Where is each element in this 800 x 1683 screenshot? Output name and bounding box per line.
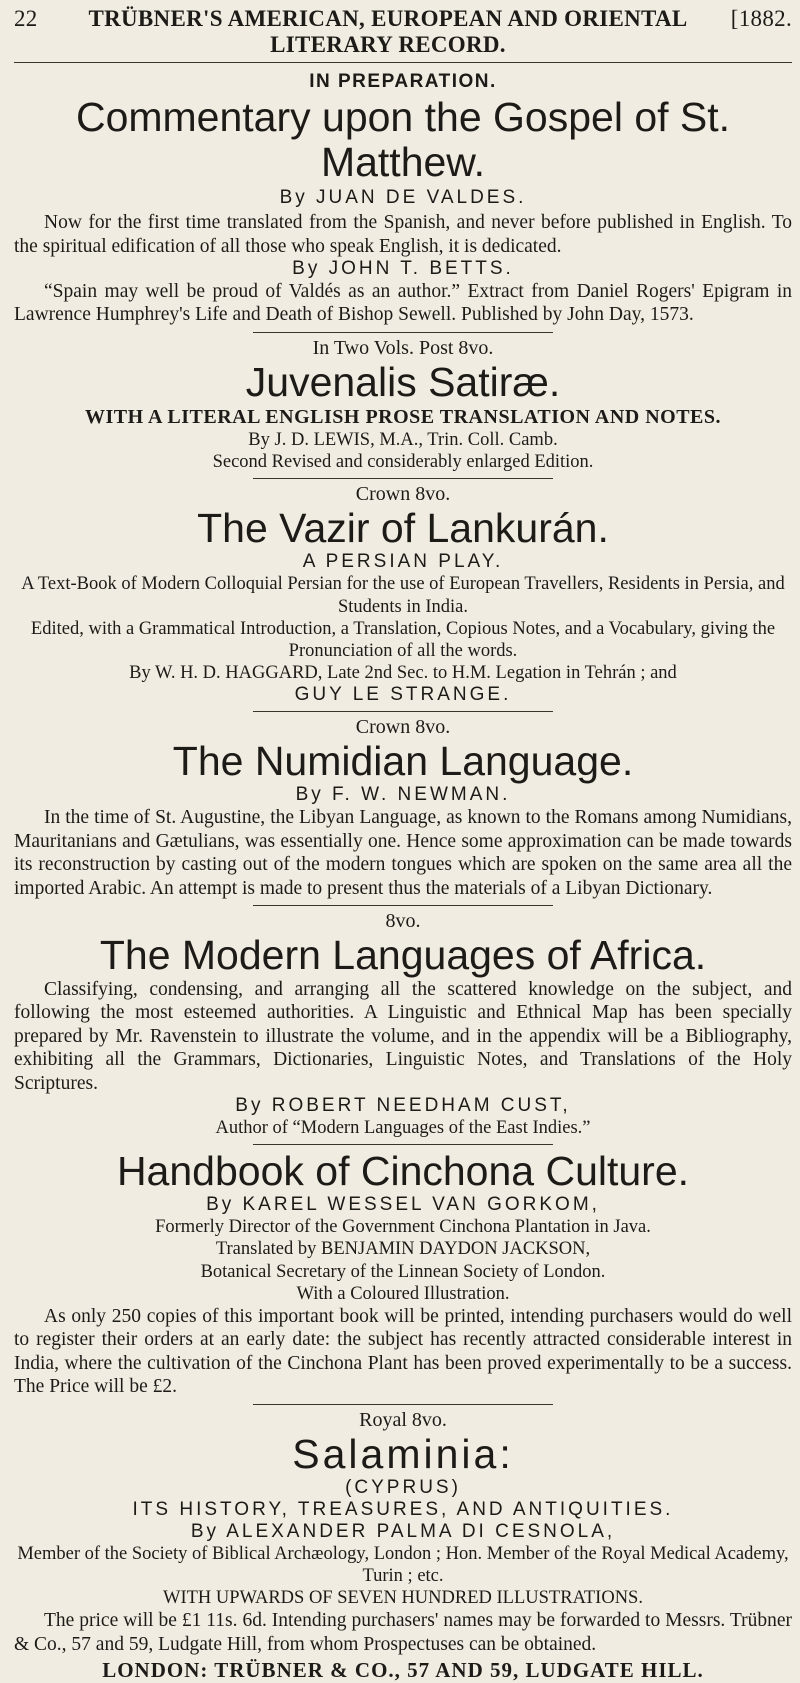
entry-subtitle: WITH A LITERAL ENGLISH PROSE TRANSLATION AND NOTES. <box>84 405 722 428</box>
entry-description-2: Edited, with a Grammatical Introduction, a Translation, Copious Notes, and a Vocabulary, giving the Pronunciation of all the words. <box>30 618 776 661</box>
header-rule <box>14 62 792 63</box>
entry-author: By ROBERT NEEDHAM CUST, <box>235 1094 571 1116</box>
entry-title: The Numidian Language. <box>172 738 634 785</box>
entry-salaminia <box>14 1409 792 1656</box>
entry-subtitle-2: ITS HISTORY, TREASURES, AND ANTIQUITIES. <box>132 1498 674 1520</box>
divider <box>253 1404 553 1405</box>
entry-translator: By JOHN T. BETTS. <box>292 257 514 279</box>
entry-cinchona <box>14 1149 792 1398</box>
entry-author: By ALEXANDER PALMA DI CESNOLA, <box>190 1520 616 1542</box>
entry-author: By KAREL WESSEL VAN GORKOM, <box>206 1194 600 1216</box>
entry-title: The Modern Languages of Africa. <box>99 931 707 978</box>
entry-author: By F. W. NEWMAN. <box>295 784 511 806</box>
divider <box>253 711 553 712</box>
divider <box>253 332 553 333</box>
entry-author-2: GUY LE STRANGE. <box>294 684 512 706</box>
entry-format: 8vo. <box>385 909 421 932</box>
entry-description: As only 250 copies of this important book will be printed, intending purchasers would do well to register their orders at an early date: the subject has recently attracted considerable interest in India, where the cultivation of the Cinchona Plant has been proved experimentally to be a success. The Price will be £2. <box>14 1305 792 1398</box>
entry-author-2: Author of “Modern Languages of the East Indies.” <box>215 1117 591 1138</box>
entry-title: The Vazir of Lankurán. <box>197 505 609 552</box>
entry-subtitle: A PERSIAN PLAY. <box>302 551 504 573</box>
entry-line-3: WITH UPWARDS OF SEVEN HUNDRED ILLUSTRATIONS. <box>163 1588 643 1609</box>
entry-title: Salaminia: <box>292 1430 514 1477</box>
entry-numidian <box>14 716 792 900</box>
entry-subtitle: (CYPRUS) <box>345 1476 461 1498</box>
entry-line-3: Translated by BENJAMIN DAYDON JACKSON, <box>215 1239 591 1260</box>
entry-description: The price will be £1 11s. 6d. Intending purchasers' names may be forwarded to Messrs. Trübner & Co., 57 and 59, Ludgate Hill, from whom Prospectuses can be obtained. <box>14 1610 792 1655</box>
page-header <box>14 6 792 58</box>
entry-title: Commentary upon the Gospel of St. Matthew. <box>75 94 731 186</box>
divider <box>253 478 553 479</box>
entry-author: By J. D. LEWIS, M.A., Trin. Coll. Camb. <box>248 429 558 450</box>
entry-line-4: Botanical Secretary of the Linnean Society of London. <box>200 1261 606 1282</box>
entry-africa <box>14 910 792 1139</box>
entry-quote: “Spain may well be proud of Valdés as an author.” Extract from Daniel Rogers' Epigram in Lawrence Humphrey's Life and Death of Bishop Sewell. Published by John Day, 1573. <box>14 280 792 326</box>
entry-description: Classifying, condensing, and arranging all the scattered knowledge on the subject, and following the most esteemed authorities. A Linguistic and Ethnical Map has been specially prepared by Mr. Ravenstein to illustrate the volume, and in the appendix will be a Bibliography, exhibiting all the Grammars, Dictionaries, Linguistic Notes, and Translations of the Holy Scriptures. <box>14 979 792 1094</box>
entry-line-2: Member of the Society of Biblical Archæology, London ; Hon. Member of the Royal Medical Academy, Turin ; etc. <box>17 1543 789 1586</box>
entry-vazir <box>14 483 792 706</box>
page-number: 22 <box>14 6 38 31</box>
entry-description: Now for the first time translated from the Spanish, and never before published in English. To the spiritual edification of all those who speak English, it is dedicated. <box>14 212 792 257</box>
entry-format: In Two Vols. Post 8vo. <box>312 336 494 359</box>
entry-author: By W. H. D. HAGGARD, Late 2nd Sec. to H.M. Legation in Tehrán ; and <box>129 663 677 684</box>
entry-juvenal <box>14 337 792 473</box>
entry-format: Royal 8vo. <box>359 1408 447 1431</box>
entry-line-2: Formerly Director of the Government Cinchona Plantation in Java. <box>155 1217 651 1238</box>
entry-title: Handbook of Cinchona Culture. <box>116 1148 690 1195</box>
entry-title: Juvenalis Satiræ. <box>245 358 561 405</box>
entry-valdes <box>14 71 792 327</box>
entry-author: By JUAN DE VALDES. <box>279 187 527 209</box>
divider <box>253 1144 553 1145</box>
entry-line-5: With a Coloured Illustration. <box>296 1283 510 1304</box>
page-footer: LONDON: TRÜBNER & CO., 57 AND 59, LUDGATE HILL. <box>102 1657 704 1682</box>
entry-kicker: IN PREPARATION. <box>309 71 497 92</box>
year: [1882. <box>730 6 792 31</box>
entry-description: In the time of St. Augustine, the Libyan Language, as known to the Romans among Numidians, Mauritanians and Gætulians, was essentially one. Hence some approximation can be made towards its reconstruction by casting out of the modern tongues which are spoken on the same area all the imported Arabic. An attempt is made to present thus the materials of a Libyan Dictionary. <box>14 807 792 899</box>
journal-title: TRÜBNER'S AMERICAN, EUROPEAN AND ORIENTAL LITERARY RECORD. <box>88 6 688 57</box>
entry-edition: Second Revised and considerably enlarged Edition. <box>212 452 594 473</box>
entry-description: A Text-Book of Modern Colloquial Persian for the use of European Travellers, Residents in Persia, and Students in India. <box>21 574 785 617</box>
entry-format: Crown 8vo. <box>355 483 451 506</box>
divider <box>253 905 553 906</box>
entry-format: Crown 8vo. <box>355 716 451 739</box>
